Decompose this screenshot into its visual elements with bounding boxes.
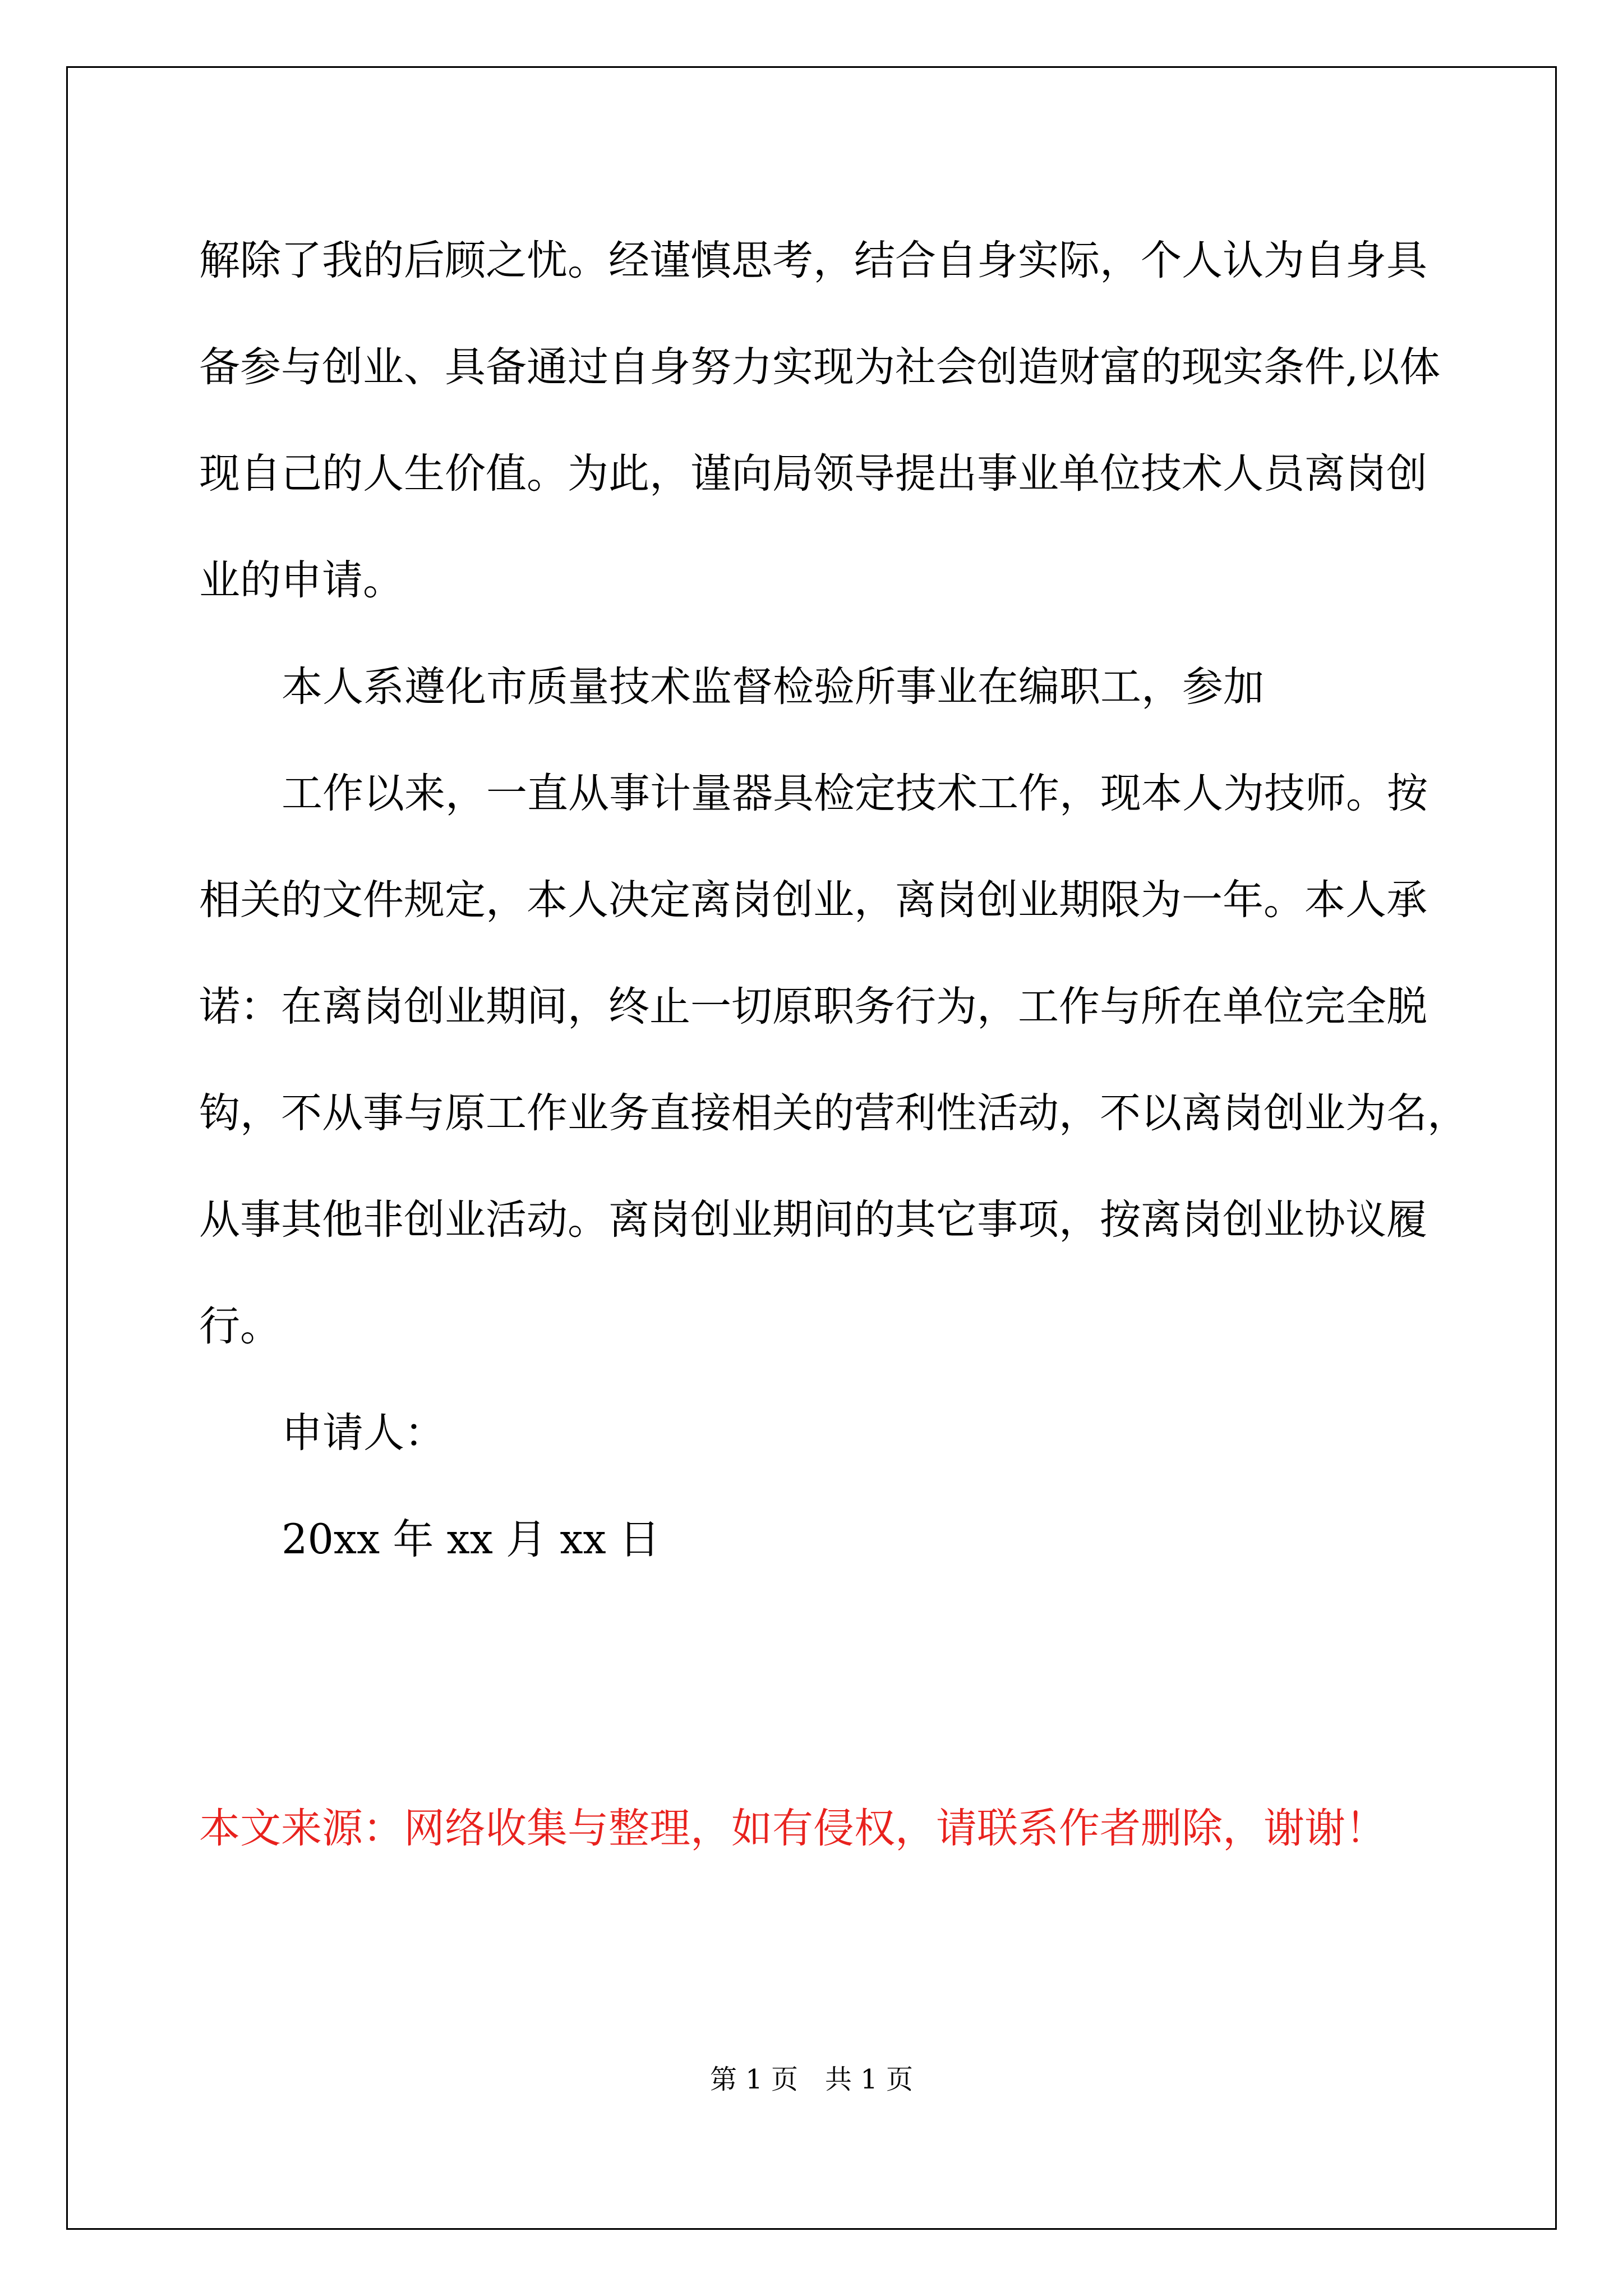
body-line: 从事其他非创业活动。离岗创业期间的其它事项，按离岗创业协议履 (199, 1196, 1427, 1244)
body-line: 本人系遵化市质量技术监督检验所事业在编职工，参加 (282, 663, 1264, 711)
body-line: 钩，不从事与原工作业务直接相关的营利性活动，不以离岗创业为名， (199, 1089, 1468, 1137)
body-line: 现自己的人生价值。为此，谨向局领导提出事业单位技术人员离岗创 (199, 450, 1427, 498)
body-line: 备参与创业、具备通过自身努力实现为社会创造财富的现实条件,以体 (199, 343, 1441, 391)
date-line: 20xx 年 xx 月 xx 日 (282, 1516, 660, 1563)
body-line: 业的申请。 (199, 556, 404, 604)
body-line: 行。 (199, 1303, 281, 1350)
body-line: 解除了我的后顾之忧。经谨慎思考，结合自身实际，个人认为自身具 (199, 237, 1427, 284)
page-footer: 第 1 页 共 1 页 (709, 2064, 914, 2095)
body-line: 诺：在离岗创业期间，终止一切原职务行为，工作与所在单位完全脱 (199, 983, 1427, 1030)
document-body (199, 208, 1468, 1593)
body-line: 相关的文件规定，本人决定离岗创业，离岗创业期限为一年。本人承 (199, 876, 1427, 924)
source-notice: 本文来源：网络收集与整理，如有侵权，请联系作者删除，谢谢！ (199, 1805, 1386, 1852)
applicant-label: 申请人： (282, 1409, 445, 1457)
body-line: 工作以来，一直从事计量器具检定技术工作，现本人为技师。按 (282, 770, 1428, 817)
